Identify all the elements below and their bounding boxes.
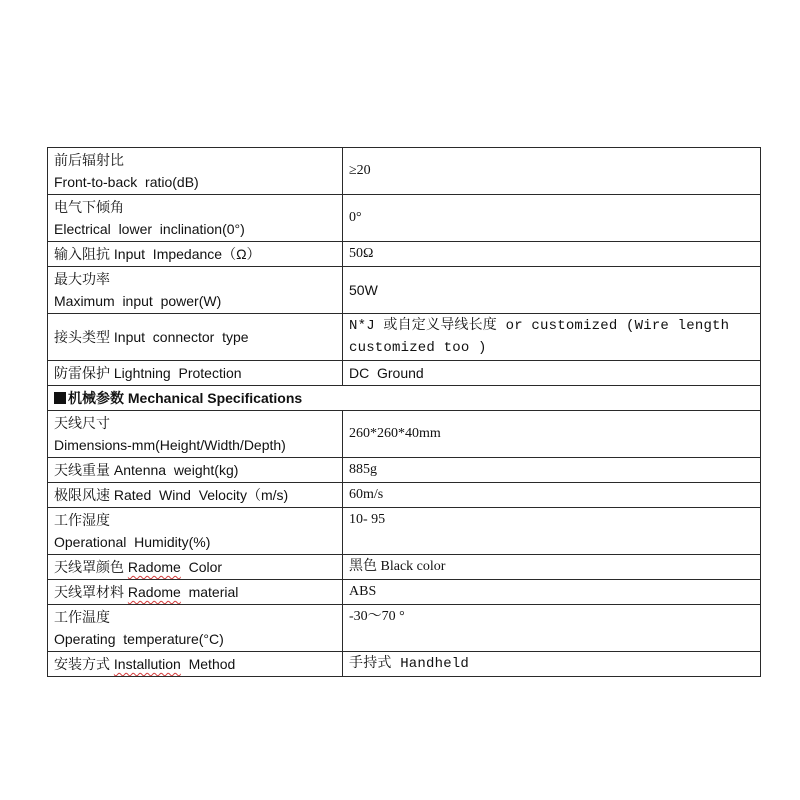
param-label-tail: Color — [180, 559, 223, 575]
param-value: 50W — [349, 282, 378, 298]
table-row — [48, 458, 761, 483]
table-row — [48, 267, 761, 314]
param-label-zh: 电气下倾角 — [54, 199, 124, 215]
value-cell — [343, 267, 761, 314]
param-label-en: Electrical lower inclination(0°) — [54, 221, 245, 237]
param-cell — [48, 483, 343, 508]
table-row — [48, 195, 761, 242]
table-row — [48, 148, 761, 195]
param-label: 防雷保护 Lightning Protection — [54, 365, 242, 381]
param-label-zh: 天线罩材料 — [54, 584, 128, 600]
table-row — [48, 580, 761, 605]
param-label-en: Operating temperature(°C) — [54, 631, 224, 647]
param-label-zh: 天线尺寸 — [54, 415, 110, 431]
param-label-zh: 工作温度 — [54, 609, 110, 625]
param-value: ≥20 — [349, 163, 371, 178]
table-row — [48, 483, 761, 508]
section-header-row — [48, 386, 761, 411]
param-label: 天线重量 Antenna weight(kg) — [54, 462, 239, 478]
param-label-zh: 最大功率 — [54, 271, 110, 287]
value-cell — [343, 555, 761, 580]
section-header — [48, 386, 761, 411]
param-label-en-flagged: Radome — [127, 584, 181, 600]
param-value: 手持式 Handheld — [349, 656, 470, 672]
param-label-zh: 天线罩颜色 — [54, 559, 128, 575]
table-row — [48, 411, 761, 458]
square-bullet-icon — [54, 392, 66, 404]
param-cell — [48, 580, 343, 605]
param-value-line1: N*J 或自定义导线长度 or customized (Wire length — [349, 318, 730, 334]
value-cell — [343, 148, 761, 195]
param-label-zh: 安装方式 — [54, 656, 114, 672]
param-label: 输入阻抗 Input Impedance（Ω） — [54, 246, 261, 262]
value-cell — [343, 361, 761, 386]
table-row — [48, 605, 761, 652]
param-value: 60m/s — [349, 487, 384, 502]
param-value: ABS — [349, 584, 377, 599]
param-label-en-flagged: Installution — [113, 656, 181, 672]
param-cell — [48, 555, 343, 580]
param-label-tail: material — [180, 584, 239, 600]
value-cell — [343, 605, 761, 652]
table-row — [48, 508, 761, 555]
table-row — [48, 314, 761, 361]
spec-table — [47, 147, 761, 677]
param-label-zh: 工作湿度 — [54, 512, 110, 528]
value-cell — [343, 483, 761, 508]
param-label-en: Operational Humidity(%) — [54, 534, 211, 550]
param-value: 50Ω — [349, 246, 374, 261]
param-value-line2: customized too ) — [349, 340, 487, 356]
section-title: 机械参数 Mechanical Specifications — [68, 390, 303, 406]
param-value: 260*260*40mm — [349, 426, 441, 441]
value-cell — [343, 195, 761, 242]
param-value: 10- 95 — [349, 512, 386, 527]
value-cell — [343, 580, 761, 605]
table-row — [48, 652, 761, 677]
param-cell — [48, 148, 343, 195]
param-cell — [48, 605, 343, 652]
param-value: 885g — [349, 462, 377, 477]
param-label-zh: 前后辐射比 — [54, 152, 124, 168]
value-cell — [343, 314, 761, 361]
param-label: 极限风速 Rated Wind Velocity（m/s) — [54, 487, 289, 503]
param-label-en-flagged: Radome — [127, 559, 181, 575]
param-label-en: Dimensions-mm(Height/Width/Depth) — [54, 437, 286, 453]
param-value: 0° — [349, 210, 362, 225]
value-cell — [343, 652, 761, 677]
table-row — [48, 242, 761, 267]
param-label-en: Maximum input power(W) — [54, 293, 222, 309]
param-cell — [48, 267, 343, 314]
value-cell — [343, 411, 761, 458]
param-cell — [48, 508, 343, 555]
table-row — [48, 361, 761, 386]
param-cell — [48, 361, 343, 386]
param-value: 黑色 Black color — [349, 559, 446, 574]
value-cell — [343, 242, 761, 267]
param-cell — [48, 314, 343, 361]
param-cell — [48, 411, 343, 458]
param-label: 接头类型 Input connector type — [54, 329, 249, 345]
table-row — [48, 555, 761, 580]
value-cell — [343, 458, 761, 483]
param-value: DC Ground — [349, 365, 424, 381]
value-cell — [343, 508, 761, 555]
param-cell — [48, 242, 343, 267]
param-value: -30～70 ° — [349, 609, 405, 624]
param-cell — [48, 652, 343, 677]
param-label-en: Front-to-back ratio(dB) — [54, 174, 199, 190]
param-cell — [48, 195, 343, 242]
param-label-tail: Method — [180, 656, 236, 672]
param-cell — [48, 458, 343, 483]
